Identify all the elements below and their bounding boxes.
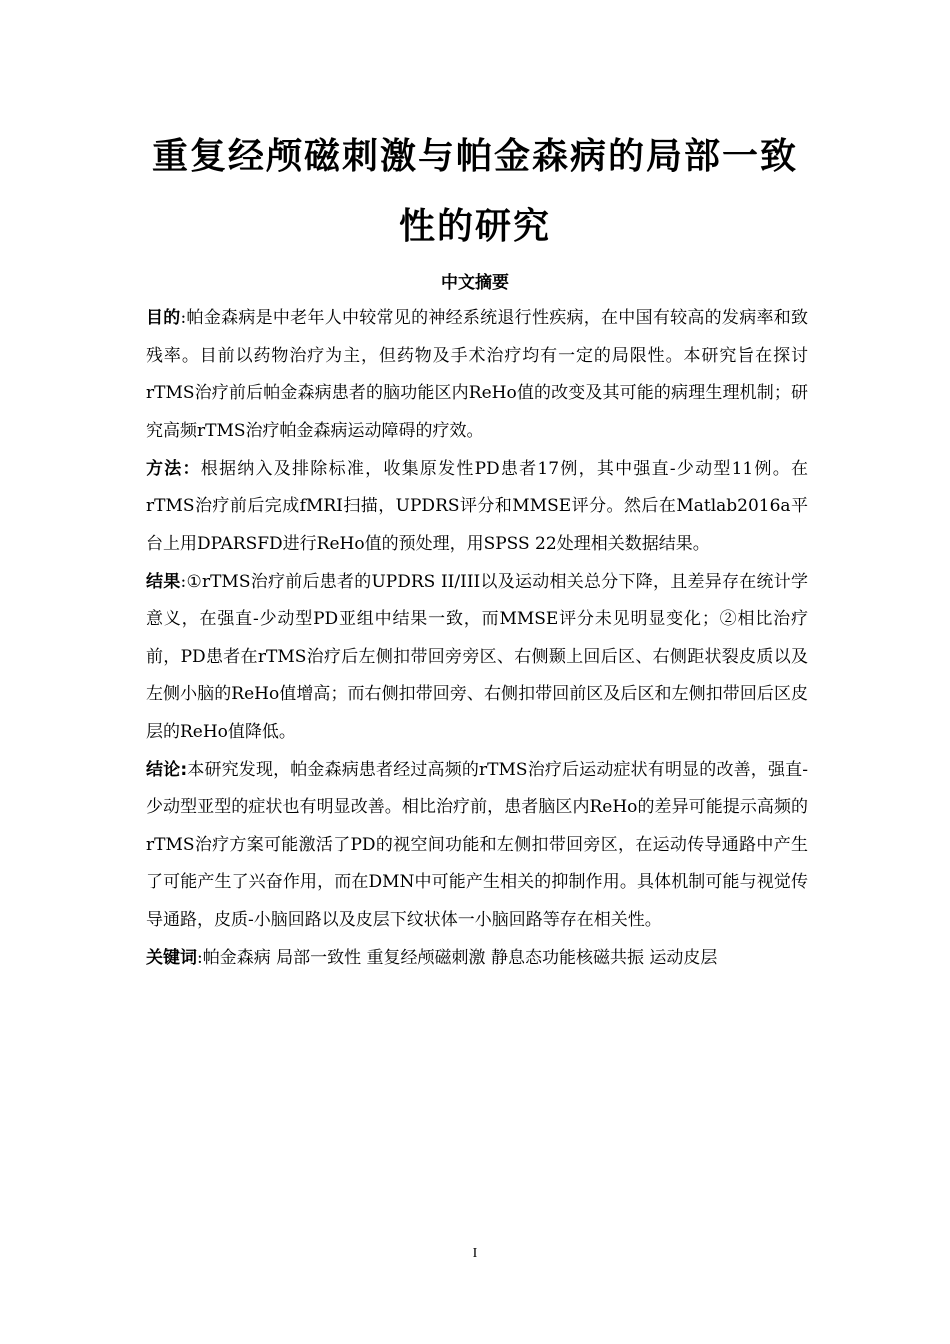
abstract-body [146, 300, 808, 978]
results-separator: : [180, 571, 187, 592]
results-text: ①rTMS治疗前后患者的UPDRS II/III以及运动相关总分下降，且差异存在统计学意义，在强直-少动型PD亚组中结果一致，而MMSE评分未见明显变化；②相比治疗前，PD患者在rTMS治疗后左侧扣带回旁旁区、右侧颞上回后区、右侧距状裂皮质以及左侧小脑的ReHo值增高；而右侧扣带回旁、右侧扣带回前区及后区和左侧扣带回后区皮层的ReHo值降低。 [146, 571, 808, 742]
conclusion-text: 本研究发现，帕金森病患者经过高频的rTMS治疗后运动症状有明显的改善，强直-少动型亚型的症状也有明显改善。相比治疗前，患者脑区内ReHo的差异可能提示高频的rTMS治疗方案可能激活了PD的视空间功能和左侧扣带回旁区，在运动传导通路中产生了可能产生了兴奋作用，而在DMN中可能产生相关的抑制作用。具体机制可能与视觉传导通路，皮质-小脑回路以及皮层下纹状体一小脑回路等存在相关性。 [146, 759, 809, 930]
conclusion-label: 结论 [146, 759, 181, 780]
purpose-text: 帕金森病是中老年人中较常见的神经系统退行性疾病，在中国有较高的发病率和致残率。目前以药物治疗为主，但药物及手术治疗均有一定的局限性。本研究旨在探讨rTMS治疗前后帕金森病患者的脑功能区内ReHo值的改变及其可能的病理生理机制；研究高频rTMS治疗帕金森病运动障碍的疗效。 [146, 308, 809, 441]
keywords-text: 帕金森病 局部一致性 重复经颅磁刺激 静息态功能核磁共振 运动皮层 [202, 947, 718, 968]
conclusion-paragraph [146, 752, 808, 940]
results-paragraph [146, 564, 808, 752]
abstract-heading: 中文摘要 [441, 273, 509, 293]
methods-text: 根据纳入及排除标准，收集原发性PD患者17例，其中强直-少动型11例。在rTMS治疗前后完成fMRI扫描，UPDRS评分和MMSE评分。然后在Matlab2016a平台上用DPARSFD进行ReHo值的预处理，用SPSS 22处理相关数据结果。 [146, 458, 809, 554]
keywords-label: 关键词 [146, 947, 197, 968]
methods-separator: ： [182, 458, 201, 479]
keywords-separator: : [197, 947, 203, 968]
methods-paragraph [146, 451, 808, 564]
purpose-label: 目的 [146, 308, 181, 328]
results-label: 结果 [146, 571, 181, 592]
purpose-separator: : [180, 308, 187, 328]
purpose-paragraph [146, 300, 808, 450]
conclusion-separator: : [180, 759, 188, 780]
paper-title: 重复经颅磁刺激与帕金森病的局部一致性的研究 [151, 136, 798, 247]
keywords-paragraph [146, 940, 808, 978]
methods-label: 方法 [146, 458, 183, 479]
page-number: I [472, 1246, 478, 1261]
